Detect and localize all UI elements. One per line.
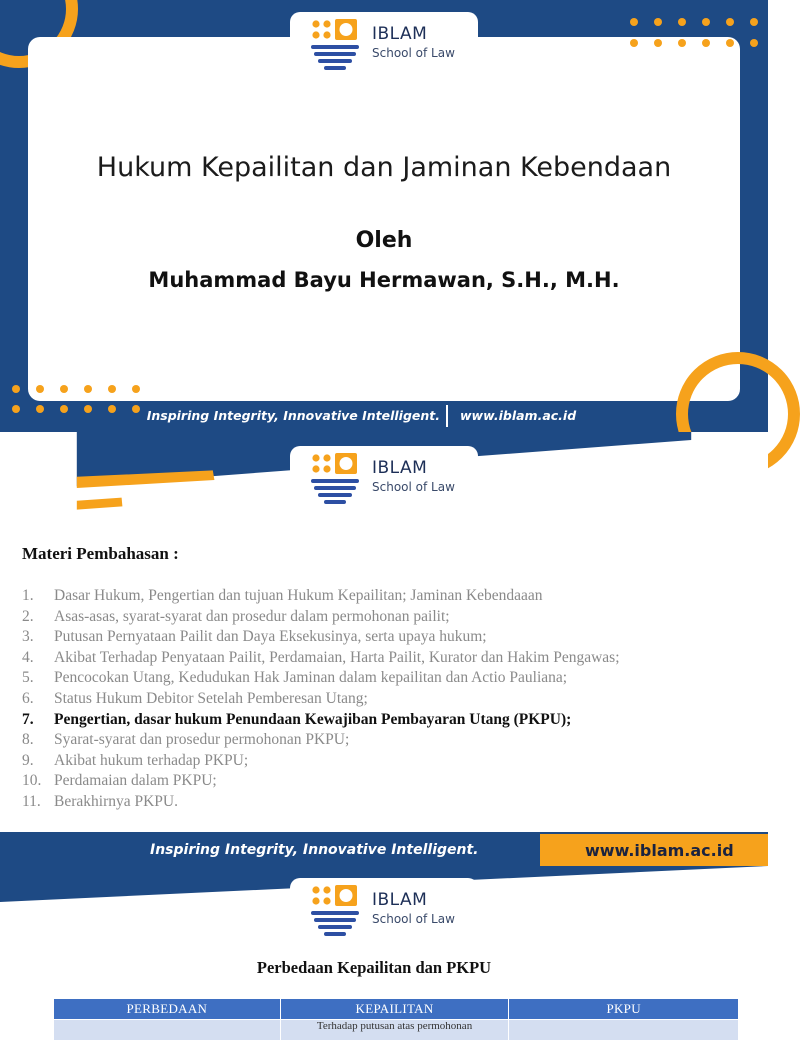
column-header-perbedaan: PERBEDAAN (54, 999, 281, 1020)
agenda-item (22, 689, 620, 710)
agenda-item-number: 10. (22, 772, 42, 790)
agenda-slide (0, 432, 768, 832)
brand-logo (290, 446, 478, 508)
logo-mark-icon (310, 18, 364, 72)
comparison-slide (0, 832, 768, 1032)
agenda-item-text: Pengertian, dasar hukum Penundaan Kewajiban Pembayaran Utang (PKPU); (54, 710, 572, 728)
footer-website: www.iblam.ac.id (585, 841, 734, 860)
comparison-title: Perbedaan Kepailitan dan PKPU (256, 958, 492, 977)
table-cell (54, 1020, 281, 1041)
agenda-item (22, 730, 620, 751)
agenda-item-text: Asas-asas, syarat-syarat dan prosedur dalam permohonan pailit; (54, 607, 450, 625)
logo-subtitle: School of Law (372, 480, 455, 494)
agenda-item (22, 771, 620, 792)
agenda-item-text: Akibat Terhadap Penyataan Pailit, Perdamaian, Harta Pailit, Kurator dan Hakim Pengawas; (54, 648, 620, 666)
footer-website: www.iblam.ac.id (460, 408, 577, 423)
by-label: Oleh (355, 228, 413, 253)
agenda-list (22, 586, 620, 813)
brand-logo (290, 12, 478, 74)
footer-tagline: Inspiring Integrity, Innovative Intelligent. (150, 842, 479, 858)
footer-separator (446, 405, 448, 427)
agenda-item-text: Pencocokan Utang, Kedudukan Hak Jaminan dalam kepailitan dan Actio Pauliana; (54, 669, 568, 687)
column-header-kepailitan: KEPAILITAN (280, 999, 509, 1020)
agenda-item (22, 648, 620, 669)
table-cell (509, 1020, 739, 1041)
logo-subtitle: School of Law (372, 912, 455, 926)
agenda-item-number: 6. (22, 689, 34, 707)
logo-mark-icon (310, 884, 364, 938)
column-header-pkpu: PKPU (509, 999, 739, 1020)
table-cell: Terhadap putusan atas permohonan (280, 1020, 509, 1041)
logo-name: IBLAM (372, 24, 428, 44)
logo-name: IBLAM (372, 458, 428, 478)
agenda-item-number: 8. (22, 731, 34, 749)
logo-name: IBLAM (372, 890, 428, 910)
agenda-item-text: Akibat hukum terhadap PKPU; (54, 751, 249, 769)
agenda-item-number: 3. (22, 628, 34, 646)
author-name: Muhammad Bayu Hermawan, S.H., M.H. (148, 268, 620, 292)
agenda-item (22, 751, 620, 772)
agenda-item-number: 1. (22, 587, 34, 604)
agenda-item (22, 607, 620, 628)
slide-footer (0, 405, 768, 429)
agenda-heading: Materi Pembahasan : (22, 544, 179, 563)
agenda-item-text: Putusan Pernyataan Pailit dan Daya Eksekusinya, serta upaya hukum; (54, 628, 487, 646)
agenda-item-text: Dasar Hukum, Pengertian dan tujuan Hukum Kepailitan; Jaminan Kebendaaan (54, 587, 543, 604)
table-header-row (54, 999, 739, 1020)
agenda-item-text: Status Hukum Debitor Setelah Pemberesan Utang; (54, 689, 368, 707)
title-card (28, 37, 740, 401)
agenda-item-text: Syarat-syarat dan prosedur permohonan PKPU; (54, 731, 350, 749)
brand-logo (290, 878, 478, 940)
agenda-item (22, 792, 620, 813)
logo-subtitle: School of Law (372, 46, 455, 60)
agenda-item-number: 11. (22, 792, 41, 810)
agenda-item-text: Berakhirnya PKPU. (54, 792, 178, 810)
agenda-item-number: 4. (22, 648, 34, 666)
comparison-table (53, 998, 739, 1041)
table-row (54, 1020, 739, 1041)
agenda-item-active (22, 710, 620, 731)
footer-tagline: Inspiring Integrity, Innovative Intelligent. (146, 408, 440, 423)
agenda-item-text: Perdamaian dalam PKPU; (54, 772, 217, 790)
logo-mark-icon (310, 452, 364, 506)
agenda-item-number: 5. (22, 669, 34, 687)
orange-dot-grid-top-right (628, 16, 788, 56)
agenda-item (22, 586, 620, 607)
title-slide (0, 0, 768, 432)
agenda-item-number: 2. (22, 607, 34, 625)
agenda-item (22, 668, 620, 689)
agenda-item-number: 7. (22, 710, 34, 728)
presentation-title: Hukum Kepailitan dan Jaminan Kebendaan (96, 152, 672, 183)
agenda-item (22, 627, 620, 648)
agenda-item-number: 9. (22, 751, 34, 769)
